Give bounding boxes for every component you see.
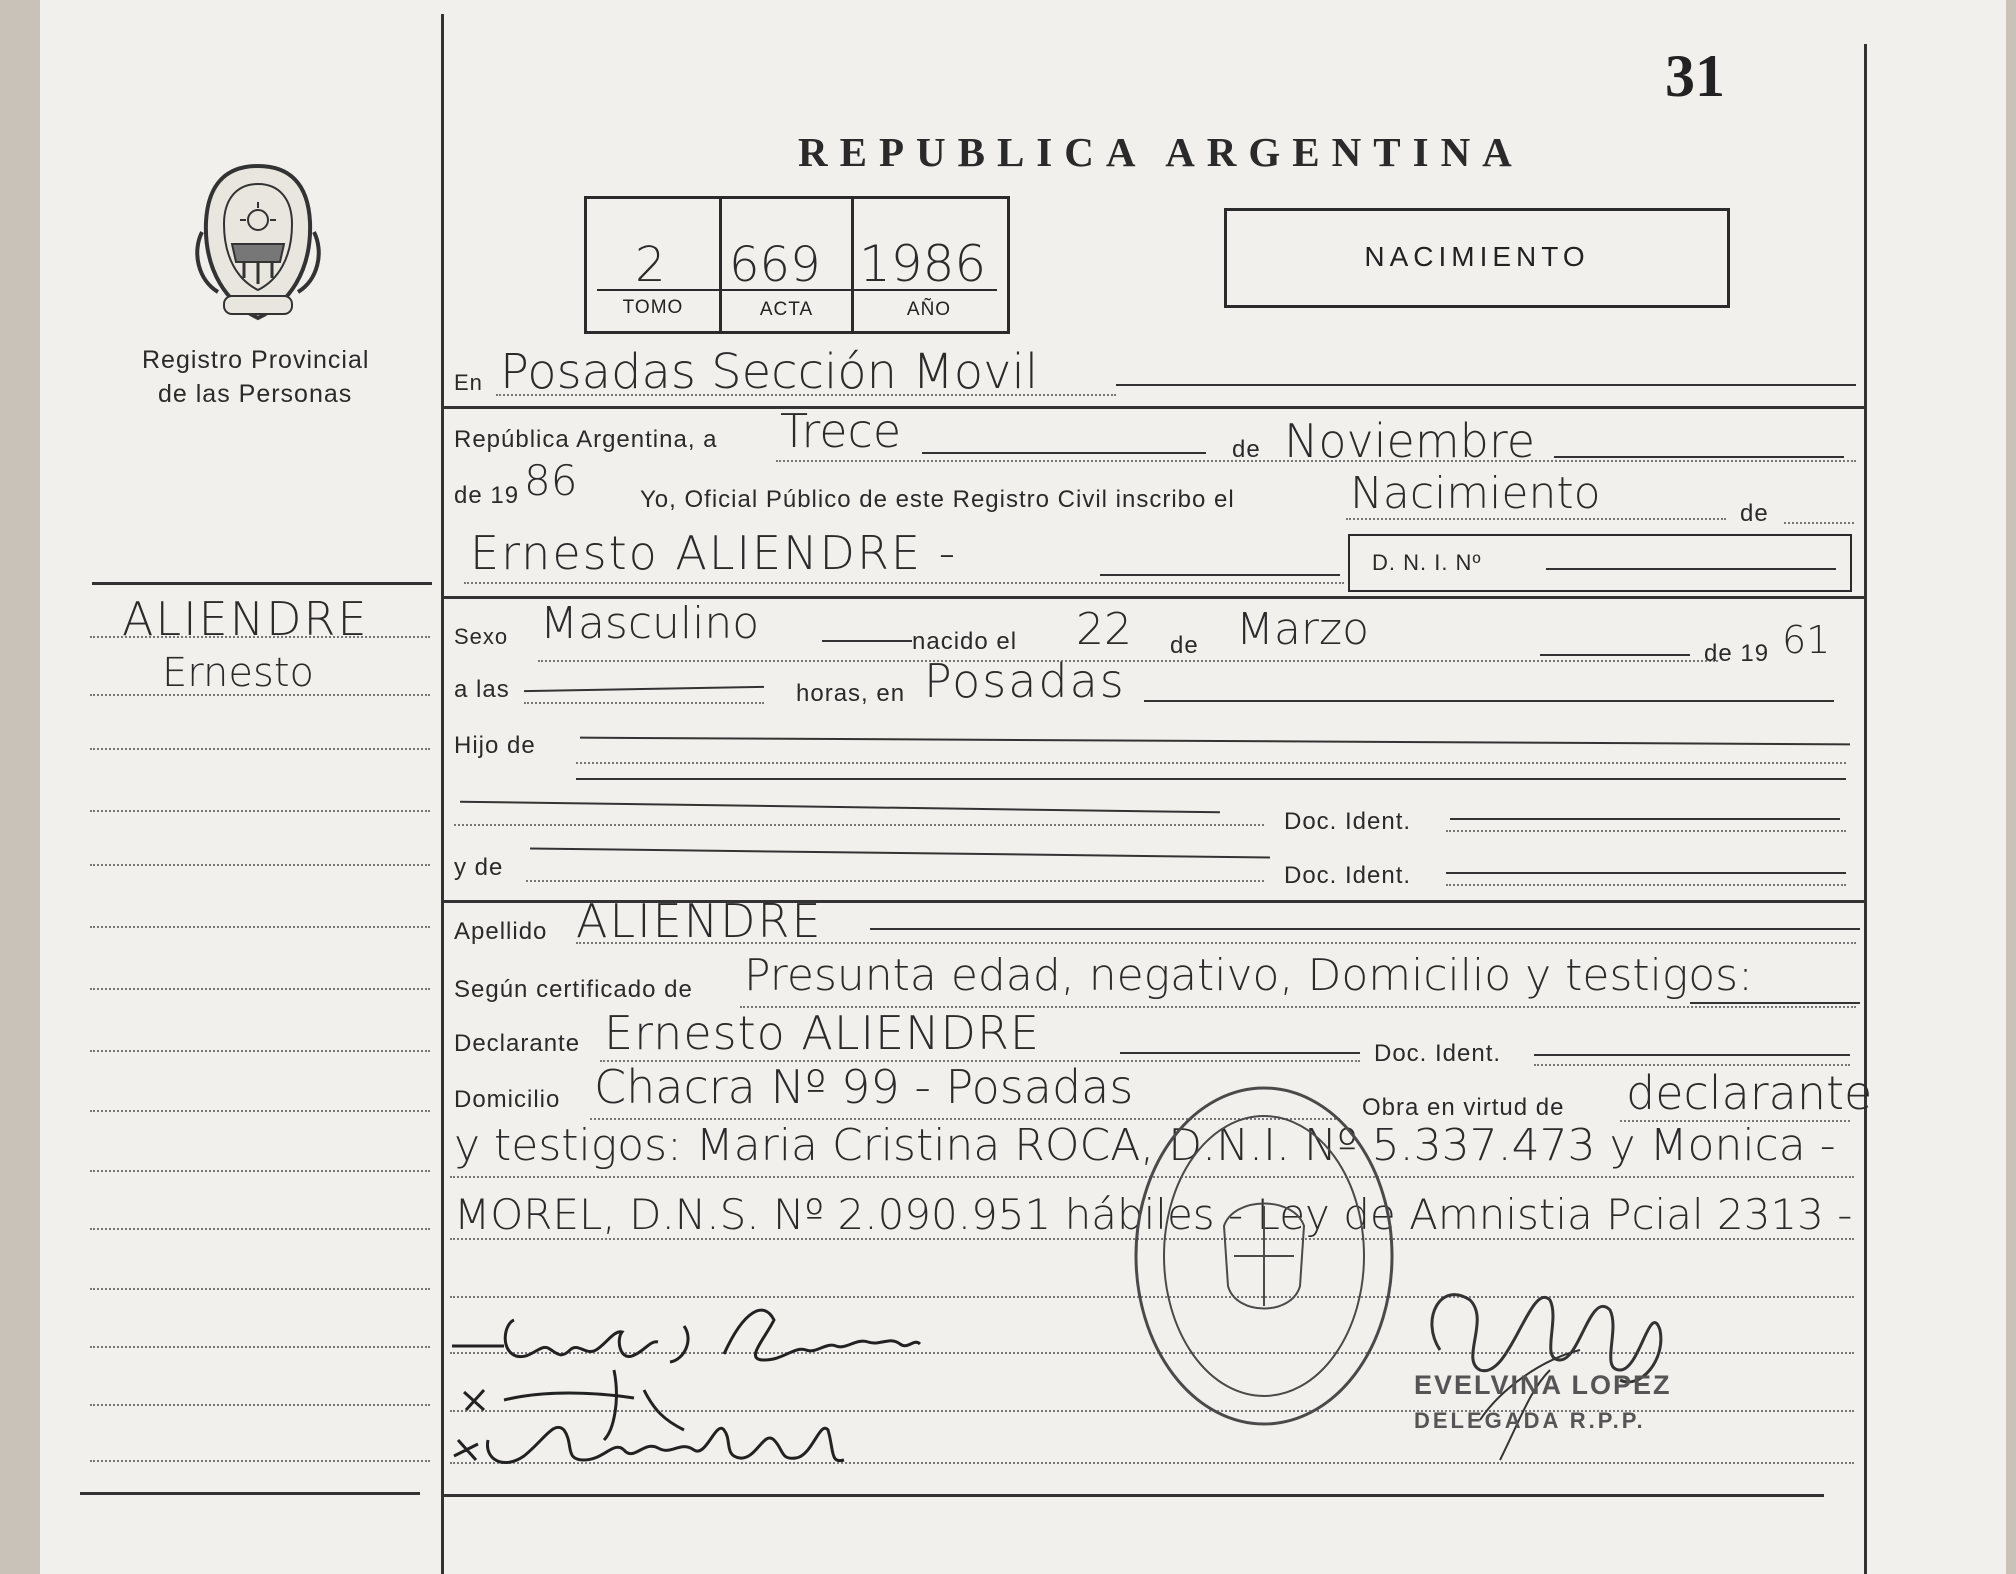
dni-box bbox=[1348, 534, 1852, 592]
label-domicilio: Domicilio bbox=[454, 1086, 561, 1113]
margin-dotted-line bbox=[90, 1170, 430, 1172]
registration-month: Noviembre bbox=[1284, 414, 1536, 468]
witnesses-line-2: MOREL, D.N.S. Nº 2.090.951 hábiles - Ley de Amnistia Pcial 2313 - bbox=[454, 1190, 1853, 1239]
field-line bbox=[1554, 456, 1844, 458]
field-dotted-line bbox=[1784, 522, 1854, 524]
label-dni: D. N. I. Nº bbox=[1372, 550, 1482, 575]
provincial-seal-icon bbox=[188, 162, 328, 322]
birth-place: Posadas bbox=[924, 654, 1126, 708]
field-line bbox=[1690, 1002, 1860, 1004]
declarant-name: Ernesto ALIENDRE bbox=[604, 1006, 1040, 1060]
acta-label: ACTA bbox=[759, 299, 814, 320]
section-rule bbox=[576, 778, 1846, 780]
label-de-2: de bbox=[1740, 500, 1769, 527]
label-sexo: Sexo bbox=[454, 624, 509, 649]
delegate-name: EVELVINA LOPEZ bbox=[1414, 1370, 1672, 1400]
label-de-1961: de 19 bbox=[1704, 640, 1770, 667]
field-dotted-line bbox=[464, 582, 1344, 584]
field-line bbox=[1100, 574, 1340, 576]
margin-dotted-line bbox=[90, 1346, 430, 1348]
field-line bbox=[822, 640, 912, 642]
margin-dotted-line bbox=[90, 1228, 430, 1230]
field-dotted-line bbox=[496, 394, 1116, 396]
label-de-19: de 19 bbox=[454, 482, 520, 509]
label-doc-ident: Doc. Ident. bbox=[1284, 808, 1412, 835]
certificate-sheet bbox=[40, 0, 2006, 1574]
left-column-top-rule bbox=[92, 582, 432, 585]
certificate-basis: Presunta edad, negativo, Domicilio y testigos: bbox=[744, 950, 1753, 1001]
margin-dotted-line bbox=[90, 1404, 430, 1406]
margin-surname: ALIENDRE bbox=[122, 592, 369, 646]
birth-year-suffix: 61 bbox=[1782, 618, 1831, 662]
field-dotted-line bbox=[776, 460, 1856, 462]
field-dotted-line bbox=[576, 942, 1856, 944]
margin-dotted-line bbox=[90, 1460, 430, 1462]
record-type: NACIMIENTO bbox=[1364, 241, 1590, 272]
birth-day: 22 bbox=[1076, 604, 1132, 655]
margin-dotted-line bbox=[90, 1288, 430, 1290]
field-line bbox=[1120, 1052, 1360, 1054]
surname-value: ALIENDRE bbox=[576, 894, 823, 948]
label-republica: República Argentina, a bbox=[454, 426, 718, 453]
field-line bbox=[1540, 654, 1690, 656]
obra-value: declarante bbox=[1626, 1066, 1873, 1120]
label-nacido-el: nacido el bbox=[912, 628, 1018, 655]
registry-name-line2: de las Personas bbox=[158, 380, 353, 408]
place-of-registration: Posadas Sección Movil bbox=[500, 344, 1039, 400]
margin-dotted-line bbox=[90, 810, 430, 812]
field-line bbox=[1144, 700, 1834, 702]
margin-dotted-line bbox=[90, 694, 430, 696]
label-y-de: y de bbox=[454, 854, 504, 881]
registration-year-suffix: 86 bbox=[524, 456, 578, 505]
registration-day: Trece bbox=[780, 404, 902, 458]
field-line bbox=[460, 801, 1220, 814]
anio-label: AÑO bbox=[906, 299, 952, 320]
margin-dotted-line bbox=[90, 1110, 430, 1112]
field-line bbox=[524, 686, 764, 692]
margin-given-name: Ernesto bbox=[162, 650, 314, 696]
field-line bbox=[870, 928, 1860, 930]
registered-name: Ernesto ALIENDRE - bbox=[470, 526, 958, 580]
margin-dotted-line bbox=[90, 864, 430, 866]
delegate-title: DELEGADA R.P.P. bbox=[1414, 1408, 1646, 1433]
record-type-box bbox=[1224, 208, 1730, 308]
field-dotted-line bbox=[576, 762, 1846, 764]
label-apellido: Apellido bbox=[454, 918, 548, 945]
label-obra: Obra en virtud de bbox=[1362, 1094, 1565, 1121]
field-dotted-line bbox=[454, 824, 1264, 826]
record-number-box bbox=[584, 196, 1010, 334]
anio-value: 1986 bbox=[859, 235, 987, 293]
sex-value: Masculino bbox=[540, 598, 760, 649]
heading: REPUBLICA ARGENTINA bbox=[798, 129, 1524, 175]
field-line bbox=[1450, 818, 1840, 820]
label-doc-ident-3: Doc. Ident. bbox=[1374, 1040, 1502, 1067]
field-line bbox=[1116, 384, 1856, 386]
witnesses-line-1: y testigos: Maria Cristina ROCA, D.N.I. Nº 5.337.473 y Monica - bbox=[454, 1120, 1836, 1171]
left-column-bottom-rule bbox=[80, 1492, 420, 1495]
section-rule bbox=[444, 1494, 1824, 1497]
tomo-value: 2 bbox=[635, 237, 666, 293]
official-round-stamp-icon bbox=[1124, 1076, 1404, 1436]
label-yo-oficial: Yo, Oficial Público de este Registro Civil inscribo el bbox=[640, 486, 1235, 513]
field-line bbox=[530, 847, 1270, 858]
margin-dotted-line bbox=[90, 636, 430, 638]
field-dotted-line bbox=[1446, 884, 1846, 886]
field-dotted-line bbox=[1346, 518, 1726, 520]
label-a-las: a las bbox=[454, 676, 510, 703]
section-rule bbox=[444, 406, 1864, 409]
act-type: Nacimiento bbox=[1350, 468, 1601, 519]
field-dotted-line bbox=[538, 660, 1718, 662]
page-number: 31 bbox=[1665, 43, 1725, 109]
label-doc-ident-2: Doc. Ident. bbox=[1284, 862, 1412, 889]
margin-dotted-line bbox=[90, 1050, 430, 1052]
label-de: de bbox=[1232, 436, 1261, 463]
right-border bbox=[1864, 44, 1867, 1574]
label-horas-en: horas, en bbox=[796, 680, 906, 707]
domicile-value: Chacra Nº 99 - Posadas bbox=[594, 1060, 1134, 1114]
label-segun: Según certificado de bbox=[454, 976, 693, 1003]
label-en: En bbox=[454, 370, 483, 395]
margin-dotted-line bbox=[90, 988, 430, 990]
field-line bbox=[922, 452, 1206, 454]
field-dotted-line bbox=[526, 880, 1264, 882]
field-dotted-line bbox=[524, 702, 764, 704]
acta-value: 669 bbox=[729, 237, 821, 293]
label-de-3: de bbox=[1170, 632, 1199, 659]
field-line bbox=[580, 737, 1850, 746]
label-declarante: Declarante bbox=[454, 1030, 581, 1057]
field-line bbox=[1534, 1054, 1850, 1056]
field-line bbox=[1446, 872, 1846, 874]
registry-name-line1: Registro Provincial bbox=[142, 346, 370, 374]
signature-delegate bbox=[1380, 1240, 1720, 1470]
field-dotted-line bbox=[1446, 830, 1846, 832]
margin-dotted-line bbox=[90, 926, 430, 928]
signature-declarant bbox=[444, 1280, 1144, 1480]
tomo-label: TOMO bbox=[622, 297, 684, 318]
margin-dotted-line bbox=[90, 748, 430, 750]
field-line bbox=[1546, 568, 1836, 570]
label-hijo-de: Hijo de bbox=[454, 732, 536, 759]
birth-month: Marzo bbox=[1236, 604, 1370, 655]
